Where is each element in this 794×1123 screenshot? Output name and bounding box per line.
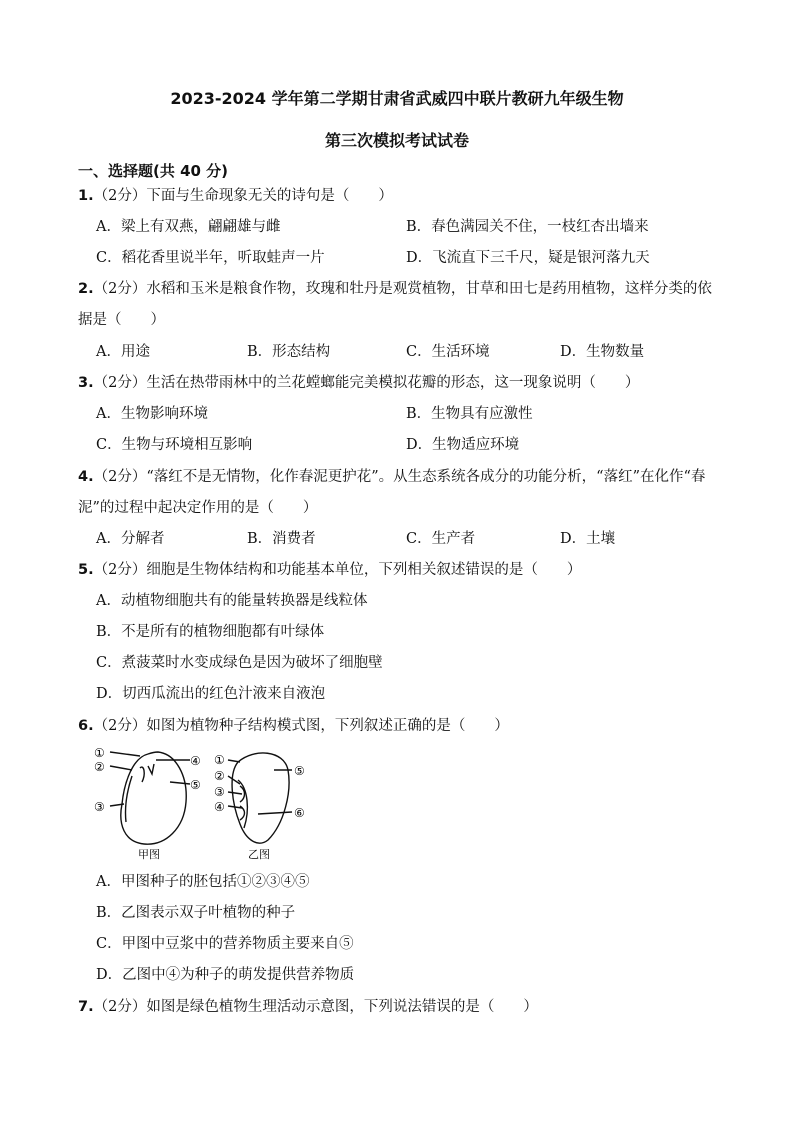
question-text: （2分）如图为植物种子结构模式图，下列叙述正确的是（ ） [93,718,509,734]
corn-label-6: ⑥ [294,806,305,820]
question-3 [78,373,639,393]
question-number: 1. [78,188,94,204]
seed-structure-figure [88,744,328,862]
option-c: C．生活环境 [406,344,490,360]
question-number: 3. [78,375,94,391]
option-c: C．稻花香里说半年，听取蛙声一片 [96,250,325,266]
bean-label-3: ③ [94,800,105,814]
exam-title-line1: 2023-2024 学年第二学期甘肃省武威四中联片教研九年级生物 [170,89,624,108]
question-5 [78,560,581,580]
corn-seed-diagram [228,753,292,843]
question-4-cont: 泥”的过程中起决定作用的是（ ） [78,500,318,516]
option-a: A．甲图种子的胚包括①②③④⑤ [96,874,310,890]
option-d: D．切西瓜流出的红色汁液来自液泡 [96,686,326,702]
option-a: A．生物影响环境 [96,406,208,422]
bean-label-5: ⑤ [190,778,201,792]
option-b: B．春色满园关不住，一枝红杏出墙来 [406,219,649,235]
question-2 [78,279,712,299]
option-a: A．梁上有双燕，翩翩雄与雌 [96,219,281,235]
question-text: （2分）细胞是生物体结构和功能基本单位，下列相关叙述错误的是（ ） [93,562,582,578]
option-d: D．土壤 [560,531,616,547]
question-number: 7. [78,999,94,1015]
question-7 [78,997,538,1017]
corn-label-3: ③ [214,785,225,799]
option-a: A．用途 [96,344,150,360]
question-text: （2分）“落红不是无情物，化作春泥更护花”。从生态系统各成分的功能分析，“落红”在化作“春 [93,469,706,485]
option-c: C．生物与环境相互影响 [96,437,253,453]
corn-label-1: ① [214,753,225,767]
option-d: D．生物数量 [560,344,645,360]
option-d: D．生物适应环境 [406,437,520,453]
question-text: （2分）生活在热带雨林中的兰花螳螂能完美模拟花瓣的形态，这一现象说明（ ） [93,375,640,391]
bean-caption: 甲图 [138,848,160,861]
corn-label-4: ④ [214,800,225,814]
question-number: 5. [78,562,94,578]
option-a: A．分解者 [96,531,165,547]
question-number: 6. [78,718,94,734]
option-a: A．动植物细胞共有的能量转换器是线粒体 [96,593,368,609]
option-b: B．生物具有应激性 [406,406,533,422]
corn-label-5: ⑤ [294,764,305,778]
bean-label-1: ① [94,746,105,760]
question-6 [78,716,509,736]
exam-title-line2: 第三次模拟考试试卷 [324,131,469,150]
section-heading: 一、选择题(共 40 分) [78,162,229,180]
bean-seed-diagram [110,752,190,844]
corn-caption: 乙图 [248,848,270,861]
question-text: （2分）下面与生命现象无关的诗句是（ ） [93,188,393,204]
question-text: （2分）水稻和玉米是粮食作物，玫瑰和牡丹是观赏植物，甘草和田七是药用植物，这样分类的依 [93,281,712,297]
option-c: C．甲图中豆浆中的营养物质主要来自⑤ [96,936,354,952]
bean-label-4: ④ [190,754,201,768]
option-c: C．生产者 [406,531,476,547]
option-b: B．消费者 [247,531,316,547]
option-d: D．乙图中④为种子的萌发提供营养物质 [96,967,355,983]
question-1 [78,186,393,206]
bean-label-2: ② [94,760,105,774]
option-b: B．不是所有的植物细胞都有叶绿体 [96,624,325,640]
option-b: B．乙图表示双子叶植物的种子 [96,905,296,921]
question-2-cont: 据是（ ） [78,312,165,328]
corn-label-2: ② [214,769,225,783]
option-c: C．煮菠菜时水变成绿色是因为破坏了细胞壁 [96,655,383,671]
question-text: （2分）如图是绿色植物生理活动示意图，下列说法错误的是（ ） [93,999,538,1015]
question-number: 4. [78,469,94,485]
question-4 [78,467,705,487]
question-number: 2. [78,281,94,297]
option-d: D．飞流直下三千尺，疑是银河落九天 [406,250,650,266]
option-b: B．形态结构 [247,344,331,360]
